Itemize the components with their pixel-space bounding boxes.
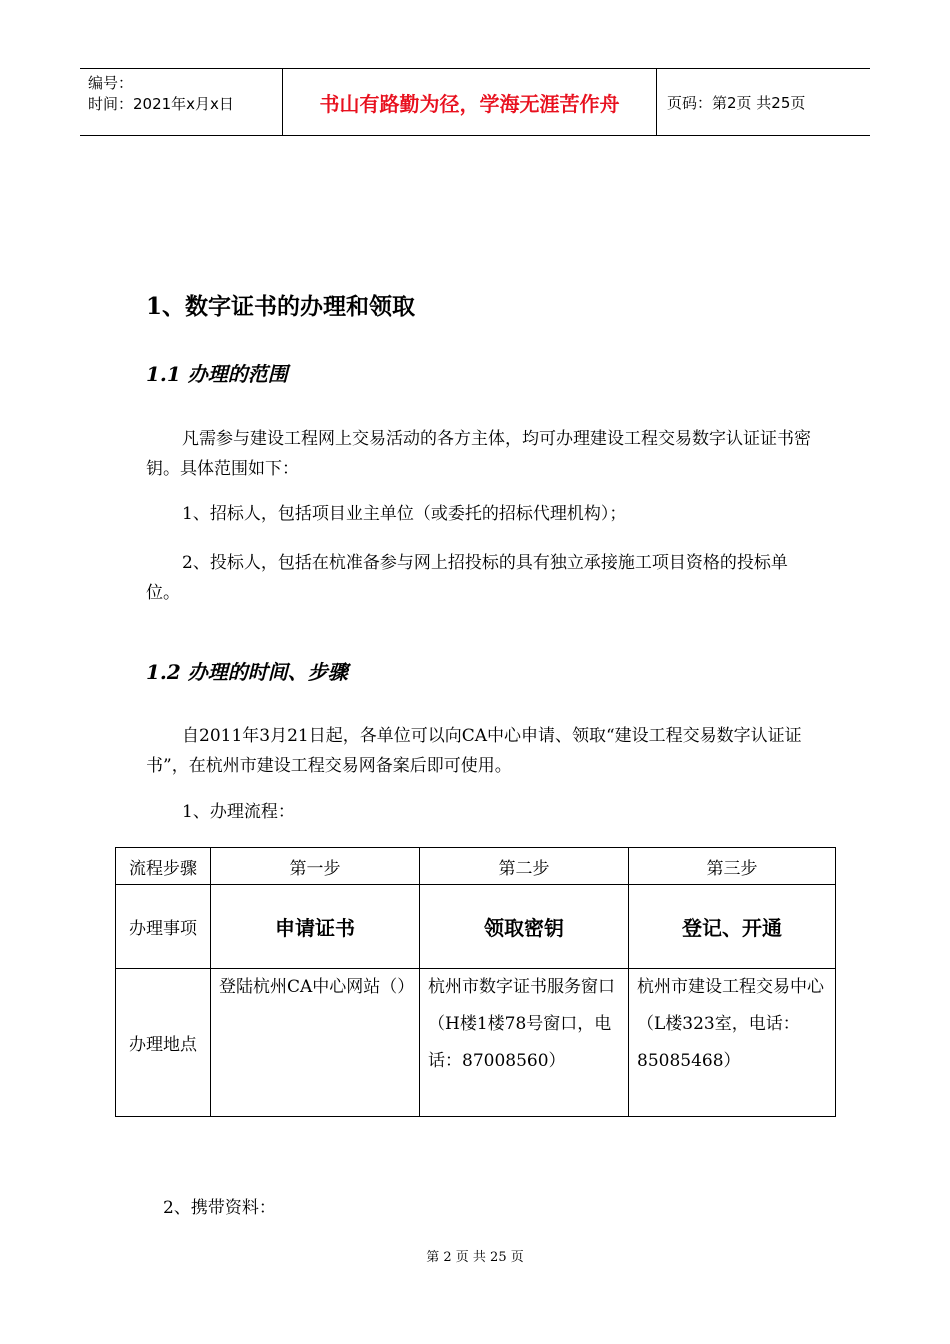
scope-intro: 凡需参与建设工程网上交易活动的各方主体，均可办理建设工程交易数字认证证书密钥。具体范围如下： (146, 429, 811, 479)
subsection-title-steps: 1.2 办理的时间、步骤 (146, 660, 348, 684)
step-item: 领取密钥 (420, 885, 629, 969)
page-footer: 第 2 页 共 25 页 (426, 1250, 524, 1265)
materials-label: 2、携带资料： (163, 1198, 276, 1218)
scope-item-1: 1、招标人，包括项目业主单位（或委托的招标代理机构）； (182, 504, 627, 524)
header-time: 时间：2021年x月x日 (88, 95, 234, 113)
header-page-info: 页码：第2页 共25页 (667, 93, 806, 112)
header-number: 编号： (88, 74, 134, 92)
table-header-cell: 第二步 (420, 848, 629, 885)
flow-label: 1、办理流程： (182, 802, 295, 822)
subsection-title-scope: 1.1 办理的范围 (146, 362, 288, 386)
page-header (80, 68, 870, 136)
step-item: 申请证书 (211, 885, 420, 969)
row-label: 办理地点 (116, 969, 211, 1117)
header-motto: 书山有路勤为径，学海无涯苦作舟 (282, 69, 657, 135)
table-row-items (116, 885, 836, 969)
table-header-cell: 第三步 (629, 848, 836, 885)
process-table (115, 847, 836, 1117)
scope-item-2: 2、投标人，包括在杭准备参与网上招投标的具有独立承接施工项目资格的投标单位。 (146, 553, 788, 603)
steps-intro: 自2011年3月21日起，各单位可以向CA中心申请、领取“建设工程交易数字认证证书”，在杭州市建设工程交易网备案后即可使用。 (146, 726, 802, 776)
table-header-cell: 流程步骤 (116, 848, 211, 885)
table-row-locations (116, 969, 836, 1117)
section-title: 1、数字证书的办理和领取 (146, 293, 416, 320)
header-meta (80, 69, 282, 135)
table-header-row (116, 848, 836, 885)
step-location: 杭州市数字证书服务窗口（H楼1楼78号窗口，电话：87008560） (420, 969, 629, 1117)
step-location: 杭州市建设工程交易中心（L楼323室，电话：85085468） (629, 969, 836, 1117)
step-item: 登记、开通 (629, 885, 836, 969)
table-header-cell: 第一步 (211, 848, 420, 885)
row-label: 办理事项 (116, 885, 211, 969)
step-location: 登陆杭州CA中心网站（） (211, 969, 420, 1117)
